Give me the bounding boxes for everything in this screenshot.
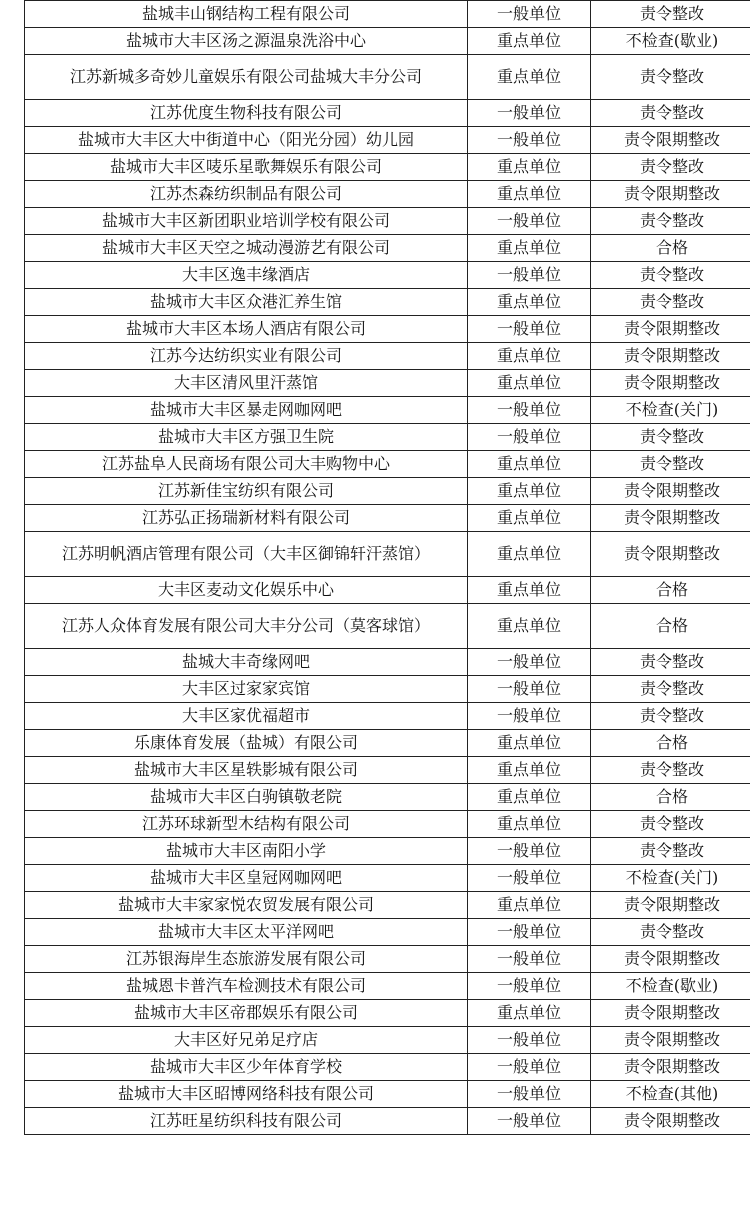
inspection-result-cell: 合格	[591, 784, 750, 811]
inspection-result-cell: 责令整改	[591, 703, 750, 730]
table-row	[25, 262, 750, 289]
inspection-result-cell: 不检查(其他)	[591, 1081, 750, 1108]
unit-name-cell: 大丰区逸丰缘酒店	[25, 262, 468, 289]
unit-type-cell: 重点单位	[468, 811, 591, 838]
table-row	[25, 865, 750, 892]
unit-type-cell: 重点单位	[468, 478, 591, 505]
unit-type-cell: 重点单位	[468, 757, 591, 784]
unit-type-cell: 重点单位	[468, 532, 591, 577]
table-row	[25, 208, 750, 235]
inspection-result-cell: 责令整改	[591, 451, 750, 478]
inspection-result-cell: 合格	[591, 604, 750, 649]
inspection-result-cell: 责令整改	[591, 649, 750, 676]
unit-type-cell: 一般单位	[468, 649, 591, 676]
table-row	[25, 946, 750, 973]
table-row	[25, 1081, 750, 1108]
table-row	[25, 451, 750, 478]
unit-type-cell: 重点单位	[468, 577, 591, 604]
inspection-result-cell: 责令限期整改	[591, 892, 750, 919]
table-row	[25, 505, 750, 532]
inspection-result-cell: 责令整改	[591, 289, 750, 316]
unit-name-cell: 江苏人众体育发展有限公司大丰分公司（莫客球馆）	[25, 604, 468, 649]
unit-name-cell: 盐城市大丰区天空之城动漫游艺有限公司	[25, 235, 468, 262]
unit-type-cell: 一般单位	[468, 127, 591, 154]
unit-name-cell: 盐城市大丰区太平洋网吧	[25, 919, 468, 946]
table-row	[25, 649, 750, 676]
unit-type-cell: 重点单位	[468, 55, 591, 100]
table-row	[25, 676, 750, 703]
inspection-table	[24, 0, 750, 1135]
unit-name-cell: 盐城市大丰区帝郡娱乐有限公司	[25, 1000, 468, 1027]
unit-type-cell: 一般单位	[468, 262, 591, 289]
inspection-result-cell: 责令整改	[591, 55, 750, 100]
inspection-result-cell: 责令整改	[591, 757, 750, 784]
unit-name-cell: 江苏新城多奇妙儿童娱乐有限公司盐城大丰分公司	[25, 55, 468, 100]
inspection-result-cell: 责令整改	[591, 100, 750, 127]
unit-type-cell: 一般单位	[468, 919, 591, 946]
unit-name-cell: 盐城市大丰区星轶影城有限公司	[25, 757, 468, 784]
unit-type-cell: 一般单位	[468, 946, 591, 973]
inspection-result-cell: 责令整改	[591, 424, 750, 451]
unit-type-cell: 重点单位	[468, 181, 591, 208]
inspection-result-cell: 责令限期整改	[591, 946, 750, 973]
unit-name-cell: 盐城大丰奇缘网吧	[25, 649, 468, 676]
unit-name-cell: 大丰区清风里汗蒸馆	[25, 370, 468, 397]
unit-name-cell: 盐城市大丰区方强卫生院	[25, 424, 468, 451]
unit-type-cell: 一般单位	[468, 703, 591, 730]
unit-name-cell: 盐城恩卡普汽车检测技术有限公司	[25, 973, 468, 1000]
unit-name-cell: 盐城市大丰区南阳小学	[25, 838, 468, 865]
unit-type-cell: 重点单位	[468, 1000, 591, 1027]
table-row	[25, 1000, 750, 1027]
unit-name-cell: 盐城丰山钢结构工程有限公司	[25, 1, 468, 28]
unit-type-cell: 重点单位	[468, 892, 591, 919]
table-row	[25, 424, 750, 451]
unit-name-cell: 盐城市大丰区暴走网咖网吧	[25, 397, 468, 424]
unit-type-cell: 重点单位	[468, 28, 591, 55]
inspection-result-cell: 责令限期整改	[591, 505, 750, 532]
unit-type-cell: 重点单位	[468, 505, 591, 532]
inspection-result-cell: 不检查(关门)	[591, 397, 750, 424]
table-row	[25, 757, 750, 784]
table-row	[25, 55, 750, 100]
unit-name-cell: 江苏弘正扬瑞新材料有限公司	[25, 505, 468, 532]
inspection-result-cell: 责令限期整改	[591, 532, 750, 577]
inspection-result-cell: 责令整改	[591, 838, 750, 865]
inspection-result-cell: 责令整改	[591, 811, 750, 838]
table-row	[25, 181, 750, 208]
inspection-result-cell: 责令整改	[591, 208, 750, 235]
inspection-result-cell: 责令整改	[591, 154, 750, 181]
inspection-result-cell: 不检查(歇业)	[591, 28, 750, 55]
unit-type-cell: 一般单位	[468, 1081, 591, 1108]
unit-name-cell: 江苏环球新型木结构有限公司	[25, 811, 468, 838]
inspection-result-cell: 责令限期整改	[591, 127, 750, 154]
unit-name-cell: 江苏杰森纺织制品有限公司	[25, 181, 468, 208]
unit-type-cell: 一般单位	[468, 865, 591, 892]
table-row	[25, 343, 750, 370]
inspection-result-cell: 责令限期整改	[591, 1027, 750, 1054]
unit-name-cell: 江苏盐阜人民商场有限公司大丰购物中心	[25, 451, 468, 478]
table-row	[25, 397, 750, 424]
inspection-result-cell: 责令整改	[591, 262, 750, 289]
unit-name-cell: 江苏旺星纺织科技有限公司	[25, 1108, 468, 1135]
unit-name-cell: 江苏银海岸生态旅游发展有限公司	[25, 946, 468, 973]
unit-type-cell: 一般单位	[468, 100, 591, 127]
table-row	[25, 478, 750, 505]
unit-name-cell: 盐城市大丰区汤之源温泉洗浴中心	[25, 28, 468, 55]
inspection-result-cell: 责令限期整改	[591, 1000, 750, 1027]
unit-name-cell: 江苏新佳宝纺织有限公司	[25, 478, 468, 505]
unit-type-cell: 一般单位	[468, 838, 591, 865]
table-row	[25, 811, 750, 838]
inspection-result-cell: 合格	[591, 235, 750, 262]
unit-name-cell: 盐城市大丰区少年体育学校	[25, 1054, 468, 1081]
unit-name-cell: 大丰区过家家宾馆	[25, 676, 468, 703]
inspection-result-cell: 责令限期整改	[591, 316, 750, 343]
unit-name-cell: 盐城市大丰区皇冠网咖网吧	[25, 865, 468, 892]
table-row	[25, 1108, 750, 1135]
table-row	[25, 316, 750, 343]
table-row	[25, 28, 750, 55]
inspection-result-cell: 责令限期整改	[591, 181, 750, 208]
unit-name-cell: 盐城市大丰区大中街道中心（阳光分园）幼儿园	[25, 127, 468, 154]
unit-type-cell: 一般单位	[468, 1, 591, 28]
unit-name-cell: 江苏今达纺织实业有限公司	[25, 343, 468, 370]
unit-name-cell: 江苏优度生物科技有限公司	[25, 100, 468, 127]
unit-type-cell: 重点单位	[468, 730, 591, 757]
unit-name-cell: 大丰区家优福超市	[25, 703, 468, 730]
unit-type-cell: 一般单位	[468, 1108, 591, 1135]
table-row	[25, 127, 750, 154]
unit-name-cell: 盐城市大丰家家悦农贸发展有限公司	[25, 892, 468, 919]
inspection-result-cell: 责令限期整改	[591, 370, 750, 397]
unit-name-cell: 盐城市大丰区本场人酒店有限公司	[25, 316, 468, 343]
inspection-result-cell: 责令限期整改	[591, 478, 750, 505]
table-row	[25, 370, 750, 397]
table-row	[25, 577, 750, 604]
table-row	[25, 973, 750, 1000]
inspection-result-cell: 责令限期整改	[591, 343, 750, 370]
unit-name-cell: 乐康体育发展（盐城）有限公司	[25, 730, 468, 757]
unit-name-cell: 大丰区麦动文化娱乐中心	[25, 577, 468, 604]
unit-name-cell: 盐城市大丰区众港汇养生馆	[25, 289, 468, 316]
table-row	[25, 703, 750, 730]
unit-name-cell: 大丰区好兄弟足疗店	[25, 1027, 468, 1054]
unit-type-cell: 一般单位	[468, 397, 591, 424]
inspection-result-cell: 合格	[591, 730, 750, 757]
unit-type-cell: 一般单位	[468, 1054, 591, 1081]
table-row	[25, 532, 750, 577]
unit-type-cell: 重点单位	[468, 343, 591, 370]
table-row	[25, 100, 750, 127]
table-row	[25, 1027, 750, 1054]
inspection-result-cell: 合格	[591, 577, 750, 604]
table-row	[25, 154, 750, 181]
unit-type-cell: 重点单位	[468, 235, 591, 262]
table-row	[25, 1, 750, 28]
unit-type-cell: 重点单位	[468, 154, 591, 181]
table-row	[25, 784, 750, 811]
inspection-result-cell: 不检查(关门)	[591, 865, 750, 892]
inspection-table-body	[25, 1, 750, 1135]
table-row	[25, 1054, 750, 1081]
table-row	[25, 838, 750, 865]
unit-type-cell: 一般单位	[468, 1027, 591, 1054]
unit-type-cell: 一般单位	[468, 316, 591, 343]
unit-name-cell: 盐城市大丰区新团职业培训学校有限公司	[25, 208, 468, 235]
unit-type-cell: 重点单位	[468, 604, 591, 649]
unit-type-cell: 重点单位	[468, 370, 591, 397]
unit-name-cell: 盐城市大丰区唛乐星歌舞娱乐有限公司	[25, 154, 468, 181]
inspection-result-cell: 责令限期整改	[591, 1108, 750, 1135]
unit-type-cell: 重点单位	[468, 289, 591, 316]
inspection-result-cell: 责令整改	[591, 676, 750, 703]
unit-type-cell: 一般单位	[468, 424, 591, 451]
inspection-result-cell: 责令限期整改	[591, 1054, 750, 1081]
table-row	[25, 604, 750, 649]
inspection-result-cell: 责令整改	[591, 919, 750, 946]
unit-type-cell: 一般单位	[468, 208, 591, 235]
unit-type-cell: 一般单位	[468, 676, 591, 703]
table-row	[25, 289, 750, 316]
table-row	[25, 235, 750, 262]
unit-type-cell: 一般单位	[468, 973, 591, 1000]
table-row	[25, 892, 750, 919]
inspection-result-cell: 不检查(歇业)	[591, 973, 750, 1000]
unit-name-cell: 江苏明帆酒店管理有限公司（大丰区御锦轩汗蒸馆）	[25, 532, 468, 577]
unit-name-cell: 盐城市大丰区白驹镇敬老院	[25, 784, 468, 811]
table-row	[25, 919, 750, 946]
unit-name-cell: 盐城市大丰区昭博网络科技有限公司	[25, 1081, 468, 1108]
inspection-result-cell: 责令整改	[591, 1, 750, 28]
table-row	[25, 730, 750, 757]
unit-type-cell: 重点单位	[468, 784, 591, 811]
unit-type-cell: 重点单位	[468, 451, 591, 478]
